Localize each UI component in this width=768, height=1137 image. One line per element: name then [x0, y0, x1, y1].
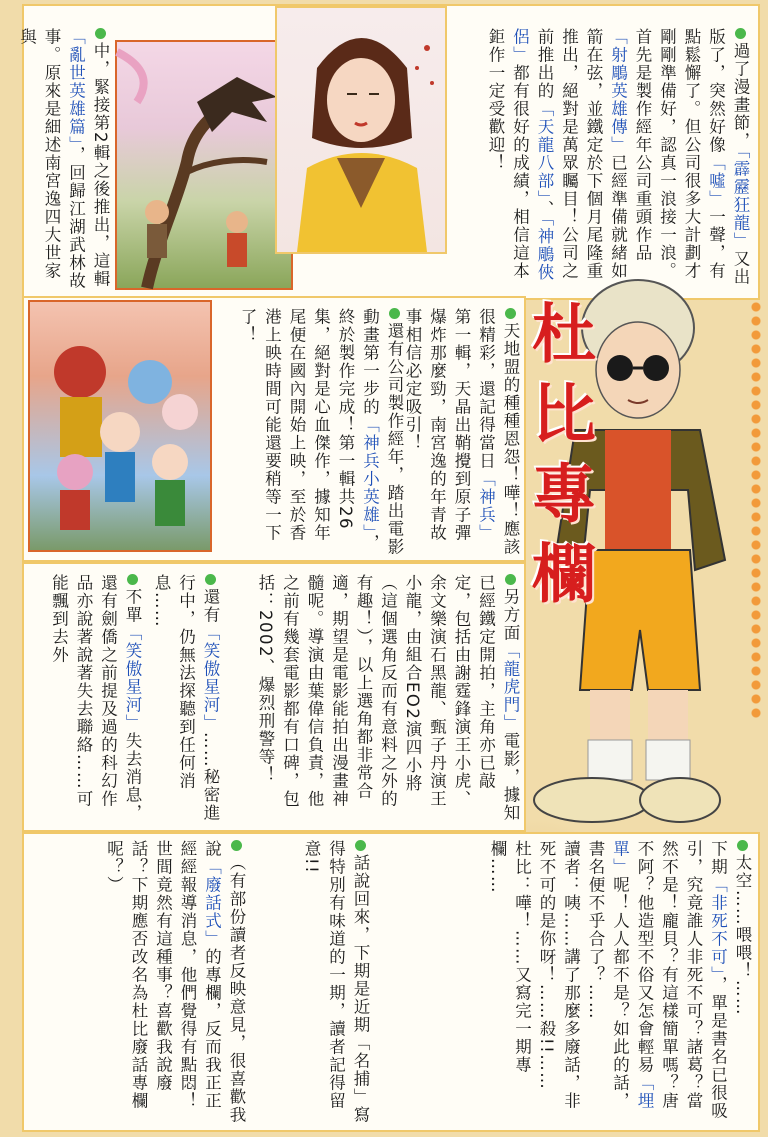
text-segment: 還有公司製作經年，踏出電影動畫第一步的	[360, 308, 404, 556]
feihua-text	[28, 840, 248, 1124]
bullet-dot	[389, 308, 400, 319]
taikong-text	[376, 840, 754, 1124]
highlighted-title: 「非死不可」	[708, 876, 728, 976]
bullet-dot	[735, 28, 746, 39]
text-segment: 天地盟的種種恩怨！嘩！應該很精彩，還記得當日	[476, 308, 520, 556]
bullet-dot	[355, 840, 366, 851]
highlighted-title: 「神兵小英雄」	[360, 416, 380, 534]
illustration-shenbing-cast	[28, 300, 212, 552]
text-segment: ，單是書名已很吸引，究竟誰人非死不可？諸葛？當然不是！龐貝？有這樣簡單嗎？唐不阿？他造型不俗又怎會輕易	[635, 840, 728, 1120]
highlighted-title: 「射鵰英雄傳」	[608, 28, 628, 154]
illustration-heroine	[275, 6, 447, 254]
text-segment: 一聲，有點鬆懈了。但公司很多大計劃才剛剛準備好，認真一浪接一浪。 首先是製作經年公司重頭作品	[633, 28, 726, 280]
text-segment: 下期	[708, 840, 728, 876]
luanshi-text	[17, 28, 112, 292]
text-segment: ，回歸江湖武林故事。原來是細述南宮逸四大世家與	[17, 28, 86, 290]
bullet-dot	[95, 28, 106, 39]
text-segment: 的專欄，反而我正正經經報導消息，他們覺得有點悶！世間竟然有這種事？喜歡我說廢話？下期應否改名為杜比廢話專欄呢？）	[104, 840, 222, 1110]
busi-text	[28, 574, 144, 824]
highlighted-title: 「神兵」	[476, 470, 496, 542]
highlighted-title: 「噓」	[706, 154, 726, 208]
text-segment: 還有	[201, 588, 220, 624]
bullet-dot	[205, 574, 216, 585]
highlighted-title: 「笑傲星河」	[123, 624, 142, 732]
text-segment: 太空……喂喂！……	[733, 854, 752, 1016]
text-segment: 不單	[123, 588, 142, 624]
shenbing-text	[222, 308, 406, 556]
huashuo-text	[252, 840, 372, 1124]
text-segment: 電影，據知已經鐵定開拍，主角亦已敲定，包括由謝霆鋒演王小虎、余文樂演石黑龍、甄子丹演王小龍，由組合EO2演四小將（這個選角反而有意料之外的有趣！），以上選角都非常合適，期望是電影能拍出漫畫神髓呢。導演由葉偉信負責，他之前有幾套電影都有口碑，包括：2002、爆烈刑警等！	[256, 574, 520, 822]
longhumen-text	[226, 574, 522, 824]
text-segment: 中，緊接第2輯之後推出，這輯	[91, 42, 110, 288]
text-segment: 過了漫畫節，	[731, 42, 750, 150]
highlighted-title: 「廢話式」	[202, 858, 222, 948]
illustration-eagle-tree	[115, 40, 293, 290]
text-segment: 第一輯，天晶出鞘攪到原子彈爆炸那麼勁，南宮逸的年青故事相信必定吸引！	[403, 308, 471, 542]
tiandimeng-text	[403, 308, 522, 556]
text-segment: ，終於製作完成！第一輯共26集，絕對是心血傑作，據知年尾便在國內開始上映，至於香港上映時間可能還要稍等一下了！	[238, 308, 380, 552]
text-segment: 已經準備就緒如箭在弦，並鐵定於下個月尾隆重推出，絕對是萬眾矚目！公司之前推出的	[535, 28, 628, 280]
highlighted-title: 「神鵰俠侶」	[510, 28, 554, 282]
highlighted-title: 「埋單」	[610, 840, 654, 1110]
highlighted-title: 「笑傲星河」	[201, 624, 220, 732]
highlighted-title: 「龍虎門」	[501, 642, 520, 732]
text-segment: 呢！人人都不是？如此的話，書名便不乎合了？…… 讀者：咦……講了那麼多廢話，非死不可的是你呀！……殺!!…… 杜比：嘩！……又寫完一期專欄……	[488, 840, 630, 1110]
text-segment: 失去消息，還有劍僑之前提及過的科幻作品亦說著說著失去聯絡……可能飄到去外	[49, 574, 142, 822]
bullet-dot	[231, 840, 242, 851]
bullet-dot	[127, 574, 138, 585]
xiaoao-text	[148, 574, 222, 824]
text-segment: 、	[535, 199, 554, 218]
text-segment: ……秘密進行中，仍無法探聽到任何消息……	[152, 574, 220, 822]
bullet-dot	[505, 308, 516, 319]
text-segment: 話說回來，下期是近期「名捕」寫得特別有味道的一期，讀者記得留意!!	[302, 840, 370, 1124]
text-segment: 另方面	[501, 588, 520, 642]
highlighted-title: 「霹靂狂龍」	[731, 150, 750, 250]
text-segment: （有部份讀者反映意見，很喜歡我說	[202, 840, 246, 1124]
highlighted-title: 「亂世英雄篇」	[66, 28, 86, 146]
text-segment: 都有很好的成績，相信這本鉅作一定受歡迎！	[486, 28, 530, 280]
intro-text	[452, 28, 752, 292]
bullet-dot	[737, 840, 748, 851]
bullet-dot	[505, 574, 516, 585]
column-title: 杜比專欄	[521, 300, 596, 620]
text-segment: 又出版了，突然好像	[706, 28, 750, 286]
highlighted-title: 「天龍八部」	[535, 100, 554, 200]
